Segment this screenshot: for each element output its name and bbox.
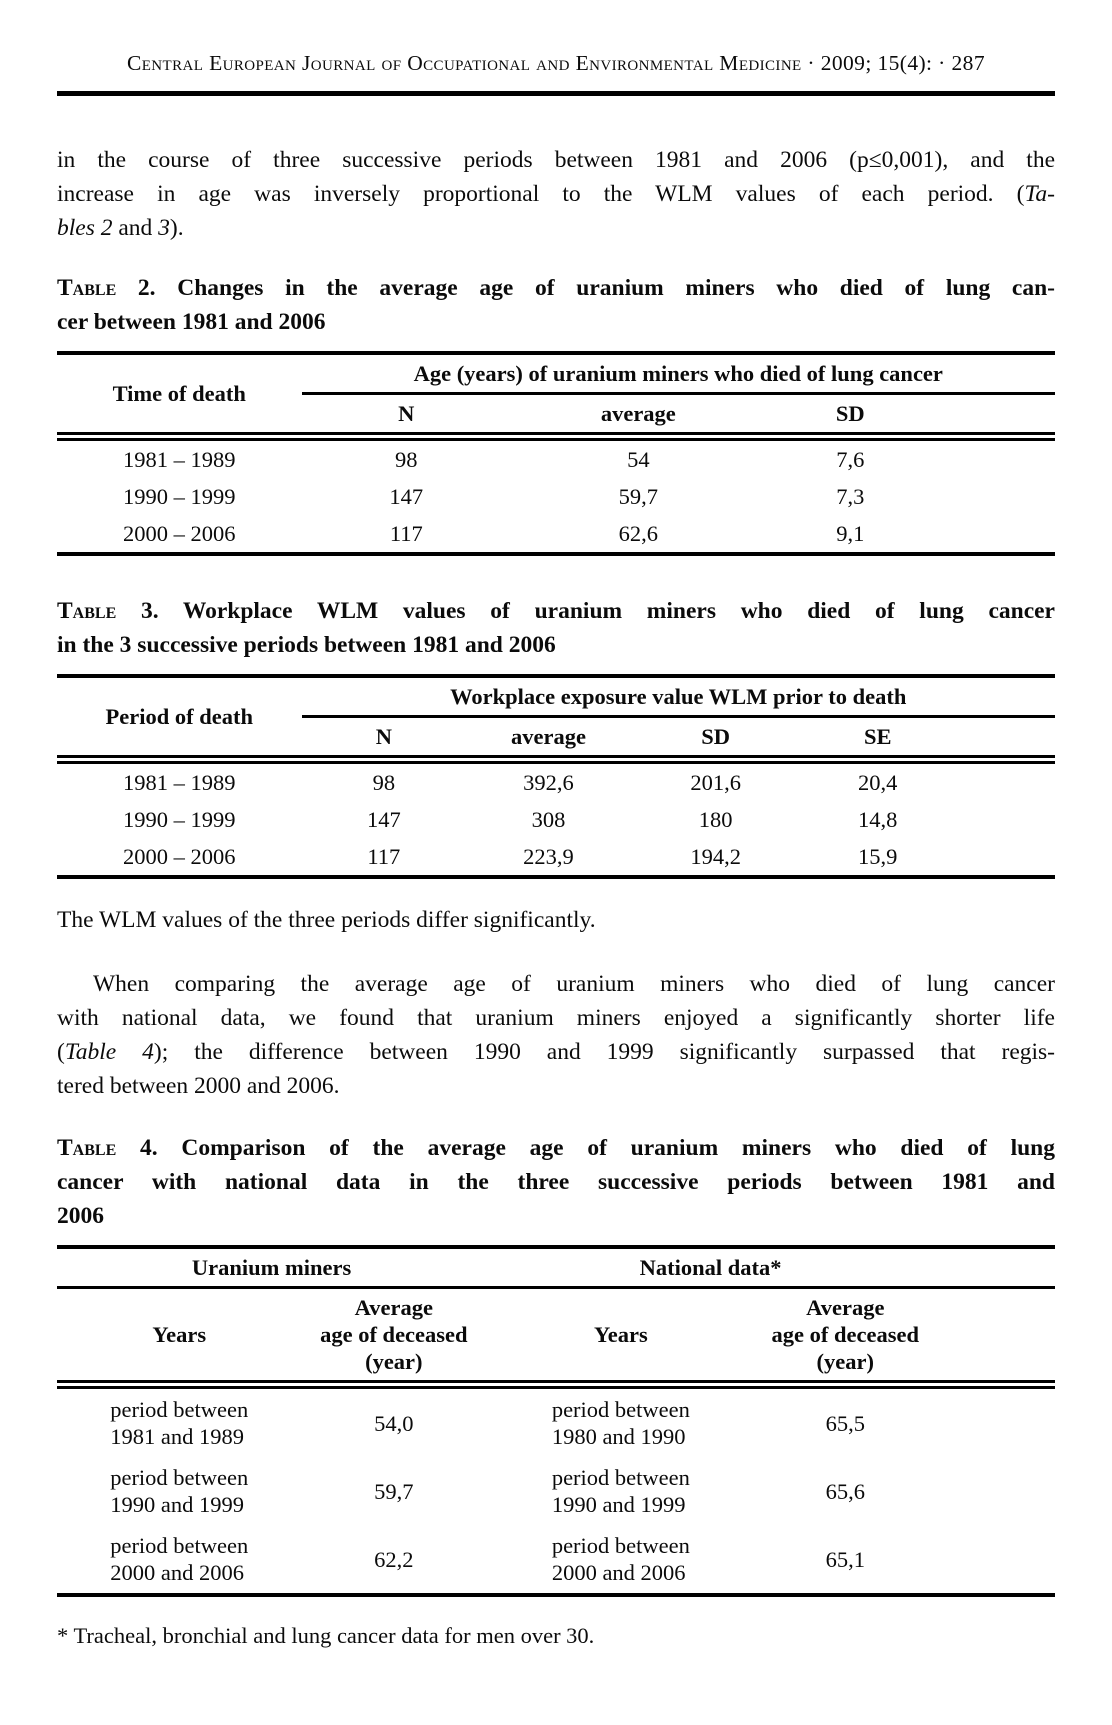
- table-row: [57, 478, 1055, 515]
- table-cell: 308: [531, 807, 566, 832]
- table-row: [57, 1385, 1055, 1458]
- table3-caption: Table 3. Workplace WLM values of uranium miners who died of lung cancer in the 3 successive periods between 1981 and 2006: [57, 598, 1055, 658]
- table-cell: period between 1990 and 1999: [551, 1465, 690, 1517]
- table-cell: period between 1980 and 1990: [486, 1385, 755, 1458]
- table-cell: 59,7: [374, 1478, 414, 1504]
- table4-group-row: [57, 1247, 1055, 1288]
- table-row: [57, 838, 1055, 877]
- table2: [57, 351, 1055, 556]
- table-cell: 14,8: [858, 807, 898, 832]
- header-rule: [57, 91, 1055, 96]
- table-cell: 147: [389, 484, 424, 509]
- table-row: [57, 1525, 1055, 1595]
- wlm-note: The WLM values of the three periods differ significantly.: [57, 907, 596, 933]
- table-cell: 62,2: [374, 1546, 414, 1572]
- column-header-sd: SD: [835, 401, 865, 426]
- table-cell: 7,6: [766, 437, 1055, 479]
- table4-footnote: [57, 1621, 1055, 1651]
- table-cell: period between 2000 and 2006: [551, 1533, 690, 1585]
- table-cell: 9,1: [836, 521, 865, 546]
- table-cell: 201,6: [631, 760, 801, 802]
- table-cell: period between 1990 and 1999: [110, 1465, 249, 1517]
- column-header-se: SE: [863, 724, 892, 749]
- comparison-paragraph: When comparing the average age of uranium miners who died of lung cancer with national data, we found that uranium miners enjoyed a significantly shorter life (Table 4); the difference between 1990 and 1999 significantly surpassed that regis- tered between 2000 and 2006.: [57, 971, 1056, 1099]
- table-cell: 1990 – 1999: [123, 807, 236, 832]
- table-row: [57, 801, 1055, 838]
- table-cell: 65,6: [825, 1478, 865, 1504]
- table-cell: 223,9: [523, 844, 574, 869]
- table3-span-header: Workplace exposure value WLM prior to death: [302, 676, 1056, 717]
- table-row: [57, 437, 1055, 479]
- table3: [57, 674, 1055, 879]
- table-cell: 98: [302, 437, 512, 479]
- table-cell: 62,6: [618, 521, 658, 546]
- column-header-years: Years: [152, 1322, 207, 1347]
- table-cell: 65,5: [756, 1385, 1055, 1458]
- table4-subheader-row: [57, 1288, 1055, 1385]
- column-header-average: average: [511, 724, 586, 749]
- table-cell: 117: [389, 521, 423, 546]
- column-header-n: N: [398, 401, 415, 426]
- table-cell: 59,7: [618, 484, 658, 509]
- table-cell: 2000 – 2006: [123, 844, 236, 869]
- table-cell: 65,1: [825, 1546, 865, 1572]
- table2-stub-header: Time of death: [112, 381, 246, 406]
- table3-stub-header: Period of death: [105, 704, 253, 729]
- table-cell: period between 1981 and 1989: [57, 1385, 302, 1458]
- table-cell: 15,9: [858, 844, 898, 869]
- table-cell: 1981 – 1989: [57, 760, 302, 802]
- table-cell: 98: [302, 760, 467, 802]
- table-cell: 117: [367, 844, 401, 869]
- table-cell: 180: [698, 807, 733, 832]
- group-header-national-data: National data*: [486, 1247, 1055, 1288]
- table-cell: 54: [511, 437, 765, 479]
- table-cell: 1990 – 1999: [123, 484, 236, 509]
- table-cell: 194,2: [690, 844, 741, 869]
- column-header-years: Years: [593, 1322, 648, 1347]
- column-header-average: average: [600, 401, 676, 426]
- footnote-text: * Tracheal, bronchial and lung cancer data for men over 30.: [57, 1623, 595, 1648]
- table3-span-row: [57, 676, 1055, 717]
- table-row: [57, 1457, 1055, 1525]
- table2-span-header: Age (years) of uranium miners who died of lung cancer: [302, 353, 1056, 394]
- table4: [57, 1245, 1055, 1597]
- table-cell: 392,6: [466, 760, 631, 802]
- table-cell: 2000 – 2006: [123, 521, 236, 546]
- table-cell: 54,0: [302, 1385, 487, 1458]
- table2-span-row: [57, 353, 1055, 394]
- table-cell: period between 2000 and 2006: [110, 1533, 249, 1585]
- table4-caption: Table 4. Comparison of the average age of uranium miners who died of lung cancer with national data in the three successive periods between 1981 and 2006: [57, 1135, 1055, 1229]
- table-row: [57, 760, 1055, 802]
- table-cell: 1981 – 1989: [57, 437, 302, 479]
- column-header-average-age: Average age of deceased (year): [771, 1295, 920, 1374]
- column-header-average-age: Average age of deceased (year): [320, 1295, 468, 1374]
- running-head: Central European Journal of Occupational and Environmental Medicine · 2009; 15(4): · 287: [127, 51, 985, 75]
- table-cell: 7,3: [836, 484, 865, 509]
- table2-caption: Table 2. Changes in the average age of uranium miners who died of lung can- cer between 1981 and 2006: [57, 275, 1055, 335]
- column-header-sd: SD: [701, 724, 731, 749]
- table-cell: 147: [366, 807, 401, 832]
- table-row: [57, 515, 1055, 554]
- intro-paragraph: in the course of three successive periods between 1981 and 2006 (p≤0,001), and the increase in age was inversely proportional to the WLM values of each period. (Ta- bles 2 and 3).: [57, 147, 1055, 241]
- column-header-n: N: [375, 724, 392, 749]
- table-cell: 20,4: [800, 760, 1055, 802]
- group-header-uranium-miners: Uranium miners: [57, 1247, 486, 1288]
